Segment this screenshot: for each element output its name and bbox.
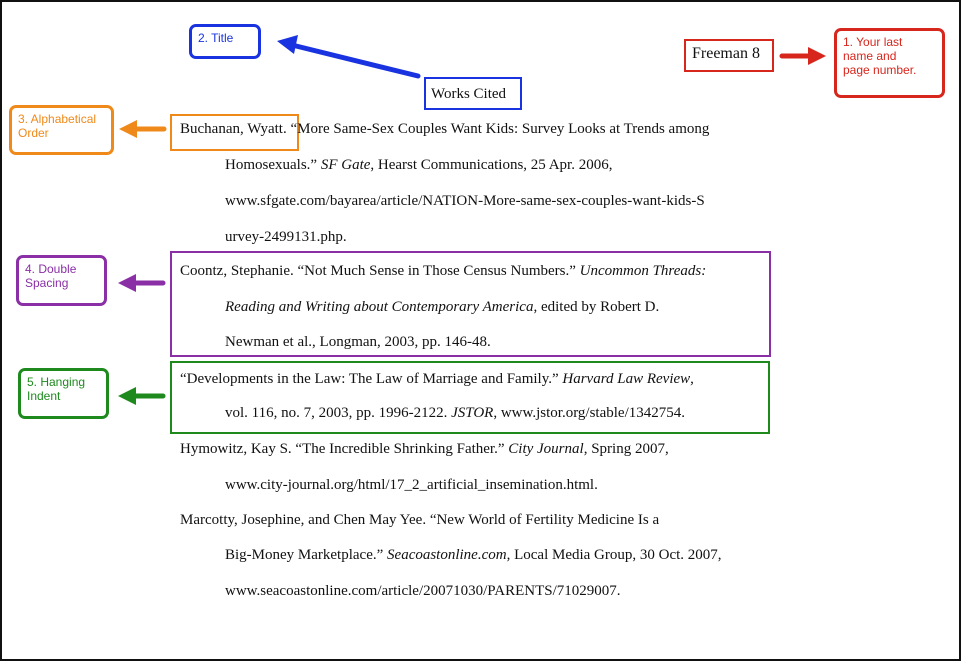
citation-source: Uncommon Threads:	[579, 263, 707, 279]
citation-line	[225, 405, 685, 422]
citation-author: Buchanan, Wyatt.	[180, 121, 287, 137]
callout-line: Order	[18, 126, 49, 140]
citation-line	[225, 157, 612, 174]
callout-line: name and	[843, 49, 897, 63]
citation-line	[225, 299, 659, 316]
callout-line: 2. Title	[198, 31, 234, 45]
citation-line	[180, 121, 709, 138]
citation-line	[180, 263, 706, 280]
citation-text: “Developments in the Law: The Law of Marriage and Family.”	[180, 371, 563, 387]
citation-source: City Journal	[508, 441, 584, 457]
citation-text: , Spring 2007,	[583, 441, 669, 457]
citation-line: urvey-2499131.php.	[225, 229, 347, 245]
page-title: Works Cited	[431, 86, 507, 102]
callout-line: 4. Double	[25, 262, 77, 276]
citation-line: Marcotty, Josephine, and Chen May Yee. “New World of Fertility Medicine Is a	[180, 512, 660, 528]
callout-line: Spacing	[25, 276, 69, 290]
callout-line: Indent	[27, 389, 61, 403]
citation-text: Coontz, Stephanie. “Not Much Sense in Those Census Numbers.”	[180, 263, 580, 279]
citation-line: www.seacoastonline.com/article/20071030/PARENTS/71029007.	[225, 583, 621, 599]
citation-source: JSTOR	[451, 405, 494, 421]
callout-line: 3. Alphabetical	[18, 112, 97, 126]
citation-source: SF Gate	[320, 157, 371, 173]
citation-line: Newman et al., Longman, 2003, pp. 146-48.	[225, 334, 491, 350]
citation-line: www.sfgate.com/bayarea/article/NATION-More-same-sex-couples-want-kids-S	[225, 193, 705, 209]
citation-line	[180, 441, 669, 458]
citation-text: , www.jstor.org/stable/1342754.	[493, 405, 686, 421]
citation-text: ,	[690, 371, 694, 387]
citation-text: , Hearst Communications, 25 Apr. 2006,	[370, 157, 613, 173]
citation-line: www.city-journal.org/html/17_2_artificial_insemination.html.	[225, 477, 598, 493]
citation-text: Homosexuals.”	[225, 157, 321, 173]
citation-text: vol. 116, no. 7, 2003, pp. 1996-2122.	[225, 405, 452, 421]
callout-line: 5. Hanging	[27, 375, 86, 389]
citation-text: , edited by Robert D.	[533, 299, 660, 315]
citation-source: Seacoastonline.com	[387, 547, 507, 563]
citation-text: Big-Money Marketplace.”	[225, 547, 388, 563]
citation-text: Hymowitz, Kay S. “The Incredible Shrinking Father.”	[180, 441, 509, 457]
citation-line	[225, 547, 722, 564]
citation-source: Reading and Writing about Contemporary America	[225, 299, 534, 315]
citation-text: “More Same-Sex Couples Want Kids: Survey Looks at Trends among	[286, 121, 710, 137]
citation-text: , Local Media Group, 30 Oct. 2007,	[506, 547, 722, 563]
citation-source: Harvard Law Review	[562, 371, 691, 387]
citation-line	[180, 371, 694, 388]
callout-line: 1. Your last	[843, 35, 903, 49]
page-number: Freeman 8	[692, 45, 760, 62]
callout-line: page number.	[843, 63, 917, 77]
